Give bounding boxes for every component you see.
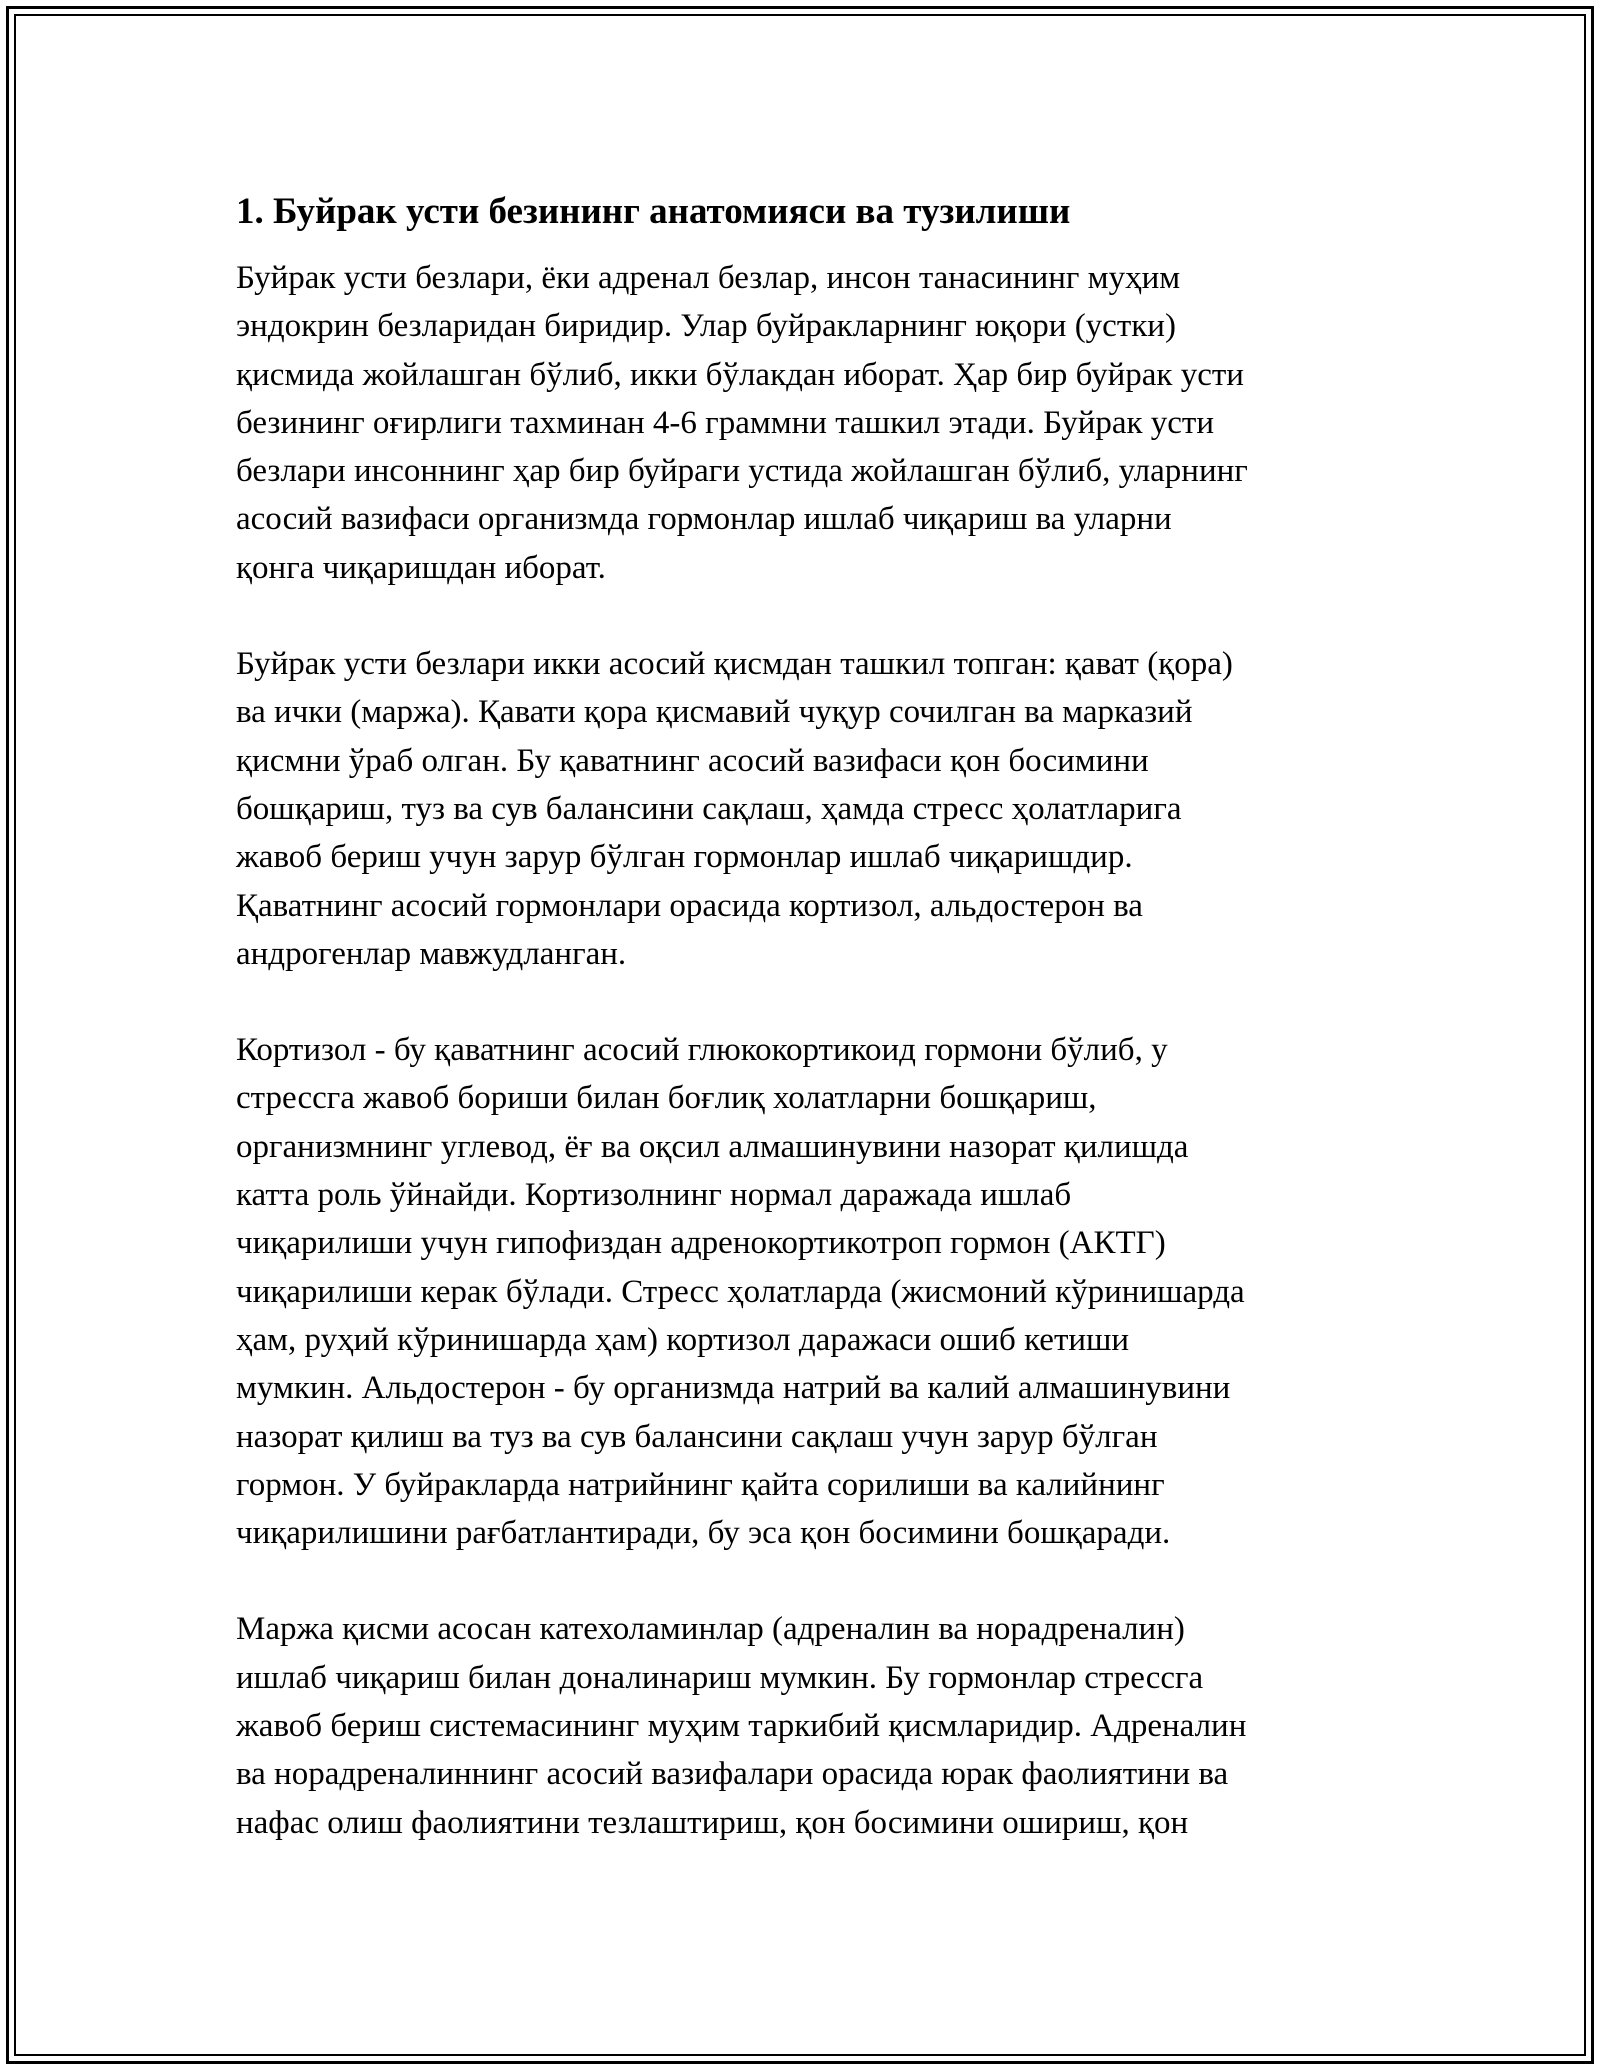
paragraph-4: Маржа қисми асосан катехоламинлар (адреналин ва норадреналин) ишлаб чиқариш билан доналинариш мумкин. Бу гормонлар стрессга жавоб бериш системасининг муҳим таркибий қисмларидир. Адреналин ва норадреналиннинг асосий вазифалари орасида юрак фаолиятини ва нафас олиш фаолиятини тезлаштириш, қон босимини ошириш, қон <box>236 1611 1247 1841</box>
section-title: 1. Буйрак усти безининг анатомияси ва тузилиши <box>236 191 1071 232</box>
paragraph-2: Буйрак усти безлари икки асосий қисмдан ташкил топган: қават (қора) ва ички (маржа). Қавати қора қисмавий чуқур сочилган ва марказий қисмни ўраб олган. Бу қаватнинг асосий вазифаси қон босимини бошқариш, туз ва сув балансини сақлаш, ҳамда стресс ҳолатларига жавоб бериш учун зарур бўлган гормонлар ишлаб чиқаришдир. Қаватнинг асосий гормонлари орасида кортизол, альдостерон ва андрогенлар мавжудланган. <box>236 646 1233 972</box>
paragraph-1: Буйрак усти безлари, ёки адренал безлар, инсон танасининг муҳим эндокрин безларидан биридир. Улар буйракларнинг юқори (устки) қисмида жойлашган бўлиб, икки бўлакдан иборат. Ҳар бир буйрак усти безининг оғирлиги тахминан 4-6 граммни ташкил этади. Буйрак усти безлари инсоннинг ҳар бир буйраги устида жойлашган бўлиб, уларнинг асосий вазифаси организмда гормонлар ишлаб чиқариш ва уларни қонга чиқаришдан иборат. <box>236 260 1248 586</box>
paragraph-3: Кортизол - бу қаватнинг асосий глюкокортикоид гормони бўлиб, у стрессга жавоб бориши билан боғлиқ холатларни бошқариш, организмнинг углевод, ёғ ва оқсил алмашинувини назорат қилишда катта роль ўйнайди. Кортизолнинг нормал даражада ишлаб чиқарилиши учун гипофиздан адренокортикотроп гормон (АКТГ) чиқарилиши керак бўлади. Стресс ҳолатларда (жисмоний кўринишарда ҳам, руҳий кўринишарда ҳам) кортизол даражаси ошиб кетиши мумкин. Альдостерон - бу организмда натрий ва калий алмашинувини назорат қилиш ва туз ва сув балансини сақлаш учун зарур бўлган гормон. У буйракларда натрийнинг қайта сорилиши ва калийнинг чиқарилишини рағбатлантиради, бу эса қон босимини бошқаради. <box>236 1032 1245 1552</box>
document-body <box>236 188 1386 1895</box>
